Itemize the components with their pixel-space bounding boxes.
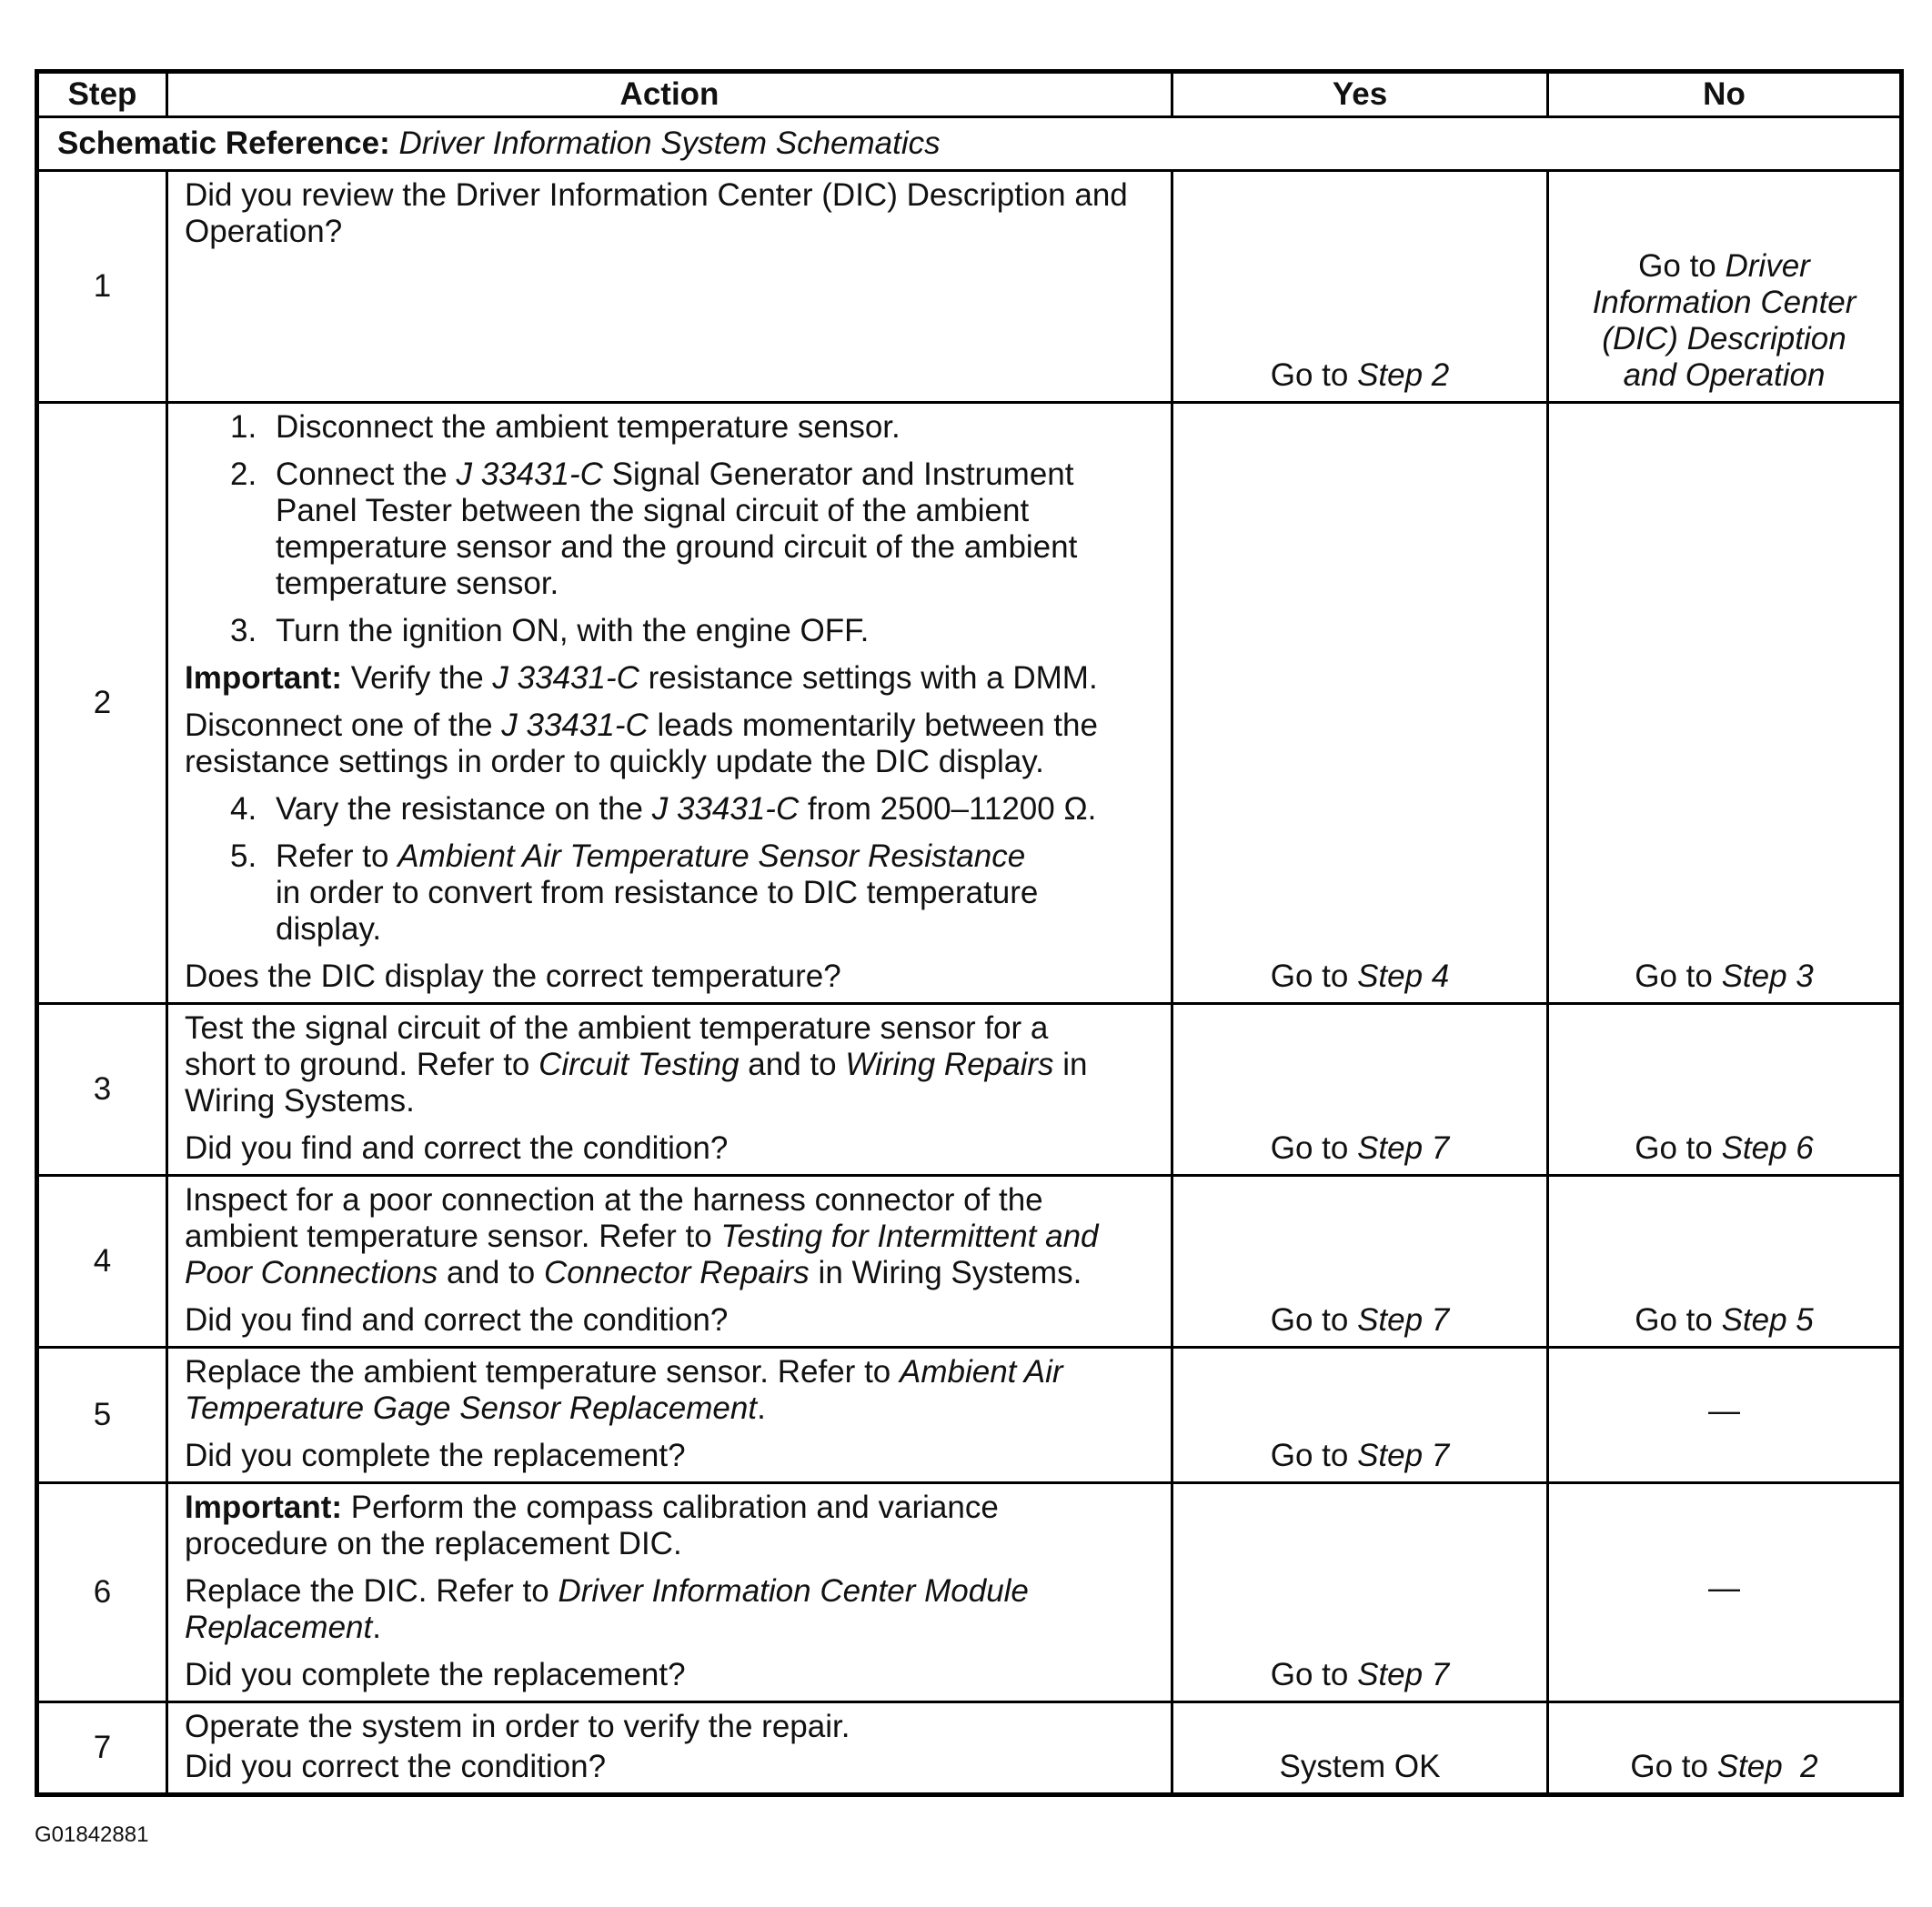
- table-row: [37, 1176, 1902, 1348]
- question-text: Did you find and correct the condition?: [185, 1302, 729, 1338]
- schematic-reference-row: [37, 117, 1902, 171]
- important-note: Important: Verify the J 33431-C resistance settings with a DMM.: [185, 660, 1098, 696]
- step-number: 7: [37, 1702, 167, 1795]
- question-text: Did you complete the replacement?: [185, 1657, 686, 1692]
- action-cell: [167, 1004, 1172, 1176]
- goto-step-link[interactable]: Step 7: [1357, 1438, 1450, 1473]
- figure-id: G01842881: [35, 1822, 149, 1847]
- reference-link[interactable]: Wiring Repairs: [845, 1047, 1054, 1082]
- tool-name: J 33431-C: [492, 660, 639, 696]
- question-text: Did you complete the replacement?: [185, 1438, 686, 1473]
- yes-cell: System OK: [1172, 1702, 1548, 1795]
- goto-step-link[interactable]: Step 3: [1721, 959, 1814, 994]
- step-number: 2: [37, 403, 167, 1004]
- step-number: 1: [37, 171, 167, 403]
- list-item: 4. Vary the resistance on the J 33431-C from 2500–11200 Ω.: [230, 791, 1097, 827]
- question-text: Does the DIC display the correct temperature?: [185, 959, 841, 994]
- no-cell: Go to Step 2: [1548, 1702, 1902, 1795]
- step-number: 6: [37, 1483, 167, 1702]
- table-row: [37, 1702, 1902, 1795]
- reference-label: Schematic Reference:: [57, 125, 390, 161]
- reference-link[interactable]: Driver Information System Schematics: [398, 125, 941, 161]
- instruction-text: Test the signal circuit of the ambient temperature sensor for a short to ground. Refer to Circuit Testing and to Wiring Repairs in Wiring Systems.: [185, 1010, 1088, 1119]
- reference-link[interactable]: Circuit Testing: [538, 1047, 740, 1082]
- table-row: [37, 171, 1902, 403]
- goto-step-link[interactable]: Step 7: [1357, 1302, 1450, 1338]
- no-cell: Go to Step 6: [1548, 1004, 1902, 1176]
- header-row: [37, 72, 1902, 117]
- note-text: Disconnect one of the J 33431-C leads momentarily between the resistance settings in order to quickly update the DIC display.: [185, 708, 1098, 779]
- action-cell: [167, 403, 1172, 1004]
- action-cell: [167, 1176, 1172, 1348]
- instruction-text: Inspect for a poor connection at the harness connector of the ambient temperature sensor. Refer to Testing for Intermittent and Poor Connections and to Connector Repairs in Wiring Systems.: [185, 1182, 1099, 1290]
- no-cell: —: [1548, 1483, 1902, 1702]
- step-number: 3: [37, 1004, 167, 1176]
- step-number: 5: [37, 1348, 167, 1483]
- instruction-text: Operate the system in order to verify the repair.: [185, 1709, 850, 1744]
- header-action: Action: [167, 72, 1172, 117]
- reference-link[interactable]: Testing for Intermittent and Poor Connections: [185, 1219, 1099, 1290]
- reference-link[interactable]: Ambient Air Temperature Gage Sensor Replacement: [185, 1354, 1063, 1426]
- action-cell: [167, 1702, 1172, 1795]
- table-row: [37, 1483, 1902, 1702]
- yes-cell: Go to Step 4: [1172, 403, 1548, 1004]
- list-item: 1. Disconnect the ambient temperature sensor.: [230, 409, 901, 445]
- goto-step-link[interactable]: Step 5: [1721, 1302, 1814, 1338]
- tool-name: J 33431-C: [501, 708, 649, 743]
- no-cell: —: [1548, 1348, 1902, 1483]
- no-cell: Go to Step 3: [1548, 403, 1902, 1004]
- schematic-reference: [37, 117, 1902, 171]
- goto-step-link[interactable]: Step 2: [1357, 357, 1450, 393]
- tool-name: J 33431-C: [651, 791, 800, 827]
- goto-step-link[interactable]: Step 2: [1716, 1749, 1818, 1784]
- table-row: [37, 403, 1902, 1004]
- yes-cell: Go to Step 7: [1172, 1004, 1548, 1176]
- yes-cell: Go to Step 7: [1172, 1176, 1548, 1348]
- instruction-text: Replace the DIC. Refer to Driver Information Center Module Replacement.: [185, 1573, 1029, 1645]
- yes-cell: Go to Step 7: [1172, 1348, 1548, 1483]
- goto-step-link[interactable]: Step 6: [1721, 1130, 1814, 1166]
- list-item: 2. Connect the J 33431-C Signal Generator and Instrument Panel Tester between the signal circuit of the ambient temperature sensor and the ground circuit of the ambient temperature sensor.: [230, 457, 1078, 601]
- instruction-text: Replace the ambient temperature sensor. Refer to Ambient Air Temperature Gage Sensor Replacement.: [185, 1354, 1063, 1426]
- question-text: Did you find and correct the condition?: [185, 1130, 729, 1166]
- list-item: 3. Turn the ignition ON, with the engine OFF.: [230, 613, 870, 648]
- no-cell: Go to Driver Information Center (DIC) Description and Operation: [1548, 171, 1902, 403]
- numbered-list: [185, 791, 1154, 948]
- yes-cell: Go to Step 2: [1172, 171, 1548, 403]
- step-number: 4: [37, 1176, 167, 1348]
- reference-link[interactable]: Connector Repairs: [544, 1255, 810, 1290]
- header-yes: Yes: [1172, 72, 1548, 117]
- action-cell: [167, 171, 1172, 403]
- question-text: Did you correct the condition?: [185, 1749, 607, 1784]
- goto-step-link[interactable]: Step 7: [1357, 1130, 1450, 1166]
- action-cell: [167, 1483, 1172, 1702]
- reference-link[interactable]: Driver Information Center Module Replacement: [185, 1573, 1029, 1645]
- question-text: Did you review the Driver Information Center (DIC) Description and Operation?: [185, 177, 1128, 249]
- header-no: No: [1548, 72, 1902, 117]
- table-row: [37, 1004, 1902, 1176]
- yes-cell: Go to Step 7: [1172, 1483, 1548, 1702]
- list-item: 5. Refer to Ambient Air Temperature Sensor Resistance in order to convert from resistance to DIC temperature display.: [230, 838, 1039, 947]
- diagnostic-table: [35, 69, 1904, 1797]
- goto-step-link[interactable]: Step 4: [1357, 959, 1450, 994]
- important-note: Important: Perform the compass calibration and variance procedure on the replacement DIC.: [185, 1490, 999, 1561]
- goto-doc-link[interactable]: Driver Information Center (DIC) Description and Operation: [1592, 248, 1857, 393]
- tool-name: J 33431-C: [456, 457, 603, 492]
- reference-link[interactable]: Ambient Air Temperature Sensor Resistance: [397, 838, 1026, 874]
- action-cell: [167, 1348, 1172, 1483]
- no-cell: Go to Step 5: [1548, 1176, 1902, 1348]
- header-step: Step: [37, 72, 167, 117]
- goto-step-link[interactable]: Step 7: [1357, 1657, 1450, 1692]
- table-row: [37, 1348, 1902, 1483]
- numbered-list: [185, 409, 1154, 649]
